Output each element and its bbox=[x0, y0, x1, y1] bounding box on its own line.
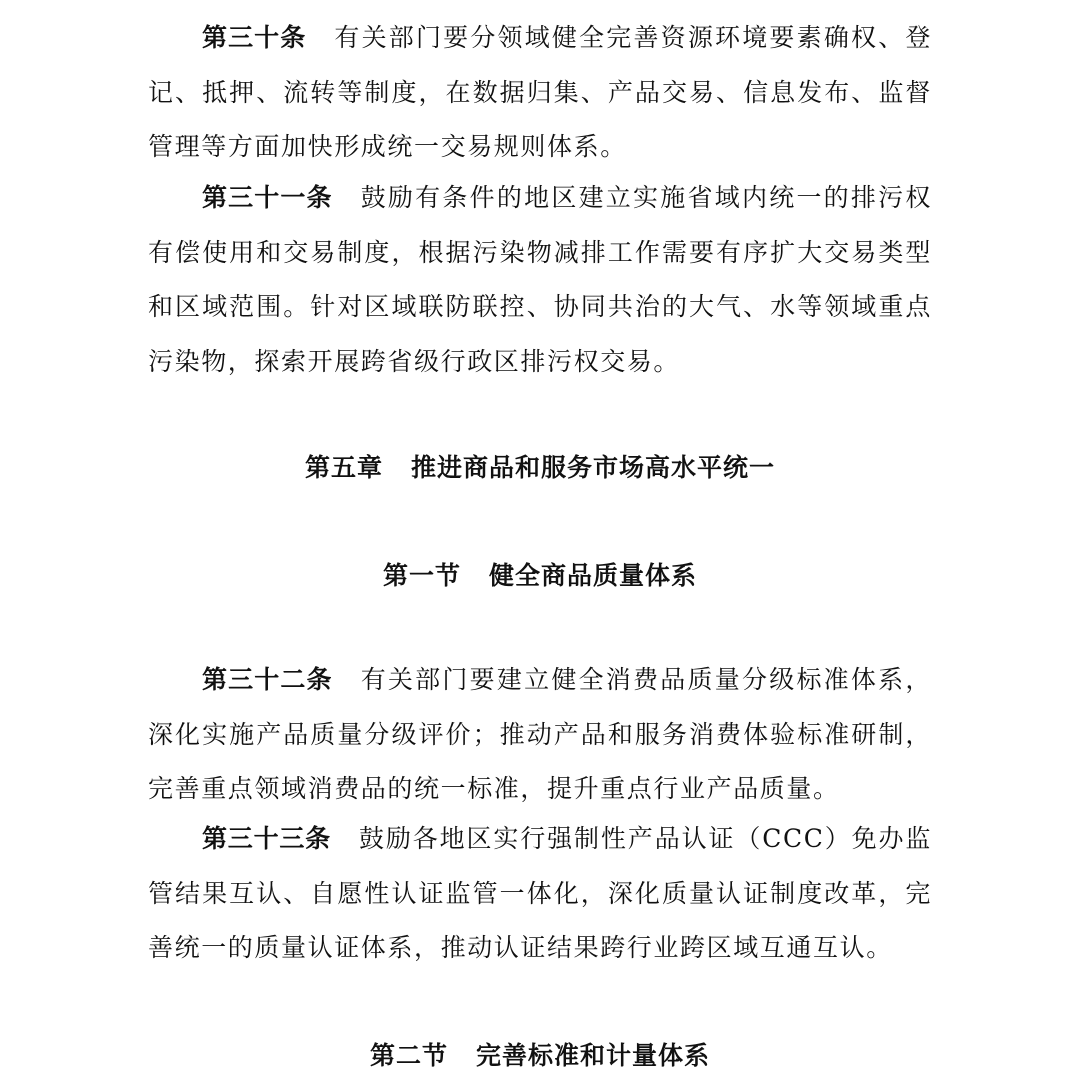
section-1-heading bbox=[0, 556, 1080, 592]
section-1-number: 第一节 bbox=[382, 561, 461, 590]
article-30-body: 有关部门要分领域健全完善资源环境要素确权、登记、抵押、流转等制度，在数据归集、产品交易、信息发布、监督管理等方面加快形成统一交易规则体系。 bbox=[148, 23, 932, 161]
section-2-title: 完善标准和计量体系 bbox=[476, 1041, 711, 1070]
article-33-body: 鼓励各地区实行强制性产品认证（CCC）免办监管结果互认、自愿性认证监管一体化，深化质量认证制度改革，完善统一的质量认证体系，推动认证结果跨行业跨区域互通互认。 bbox=[148, 824, 932, 962]
article-31-body: 鼓励有条件的地区建立实施省域内统一的排污权有偿使用和交易制度，根据污染物减排工作需要有序扩大交易类型和区域范围。针对区域联防联控、协同共治的大气、水等领域重点污染物，探索开展跨省级行政区排污权交易。 bbox=[148, 183, 932, 376]
article-31-title: 第三十一条 bbox=[202, 183, 333, 212]
section-2-heading bbox=[0, 1036, 1080, 1071]
article-32-body: 有关部门要建立健全消费品质量分级标准体系，深化实施产品质量分级评价；推动产品和服务消费体验标准研制，完善重点领域消费品的统一标准，提升重点行业产品质量。 bbox=[148, 665, 932, 803]
section-1-title: 健全商品质量体系 bbox=[489, 561, 698, 590]
article-30 bbox=[148, 11, 932, 175]
article-33-title: 第三十三条 bbox=[202, 824, 331, 853]
section-2-number: 第二节 bbox=[369, 1041, 448, 1070]
article-30-title: 第三十条 bbox=[202, 23, 307, 52]
article-32-title: 第三十二条 bbox=[202, 665, 333, 694]
chapter-number: 第五章 bbox=[304, 453, 383, 482]
chapter-title: 推进商品和服务市场高水平统一 bbox=[411, 453, 776, 482]
article-32 bbox=[148, 653, 932, 817]
article-33 bbox=[148, 812, 932, 976]
article-31 bbox=[148, 171, 932, 389]
chapter-heading bbox=[0, 448, 1080, 484]
